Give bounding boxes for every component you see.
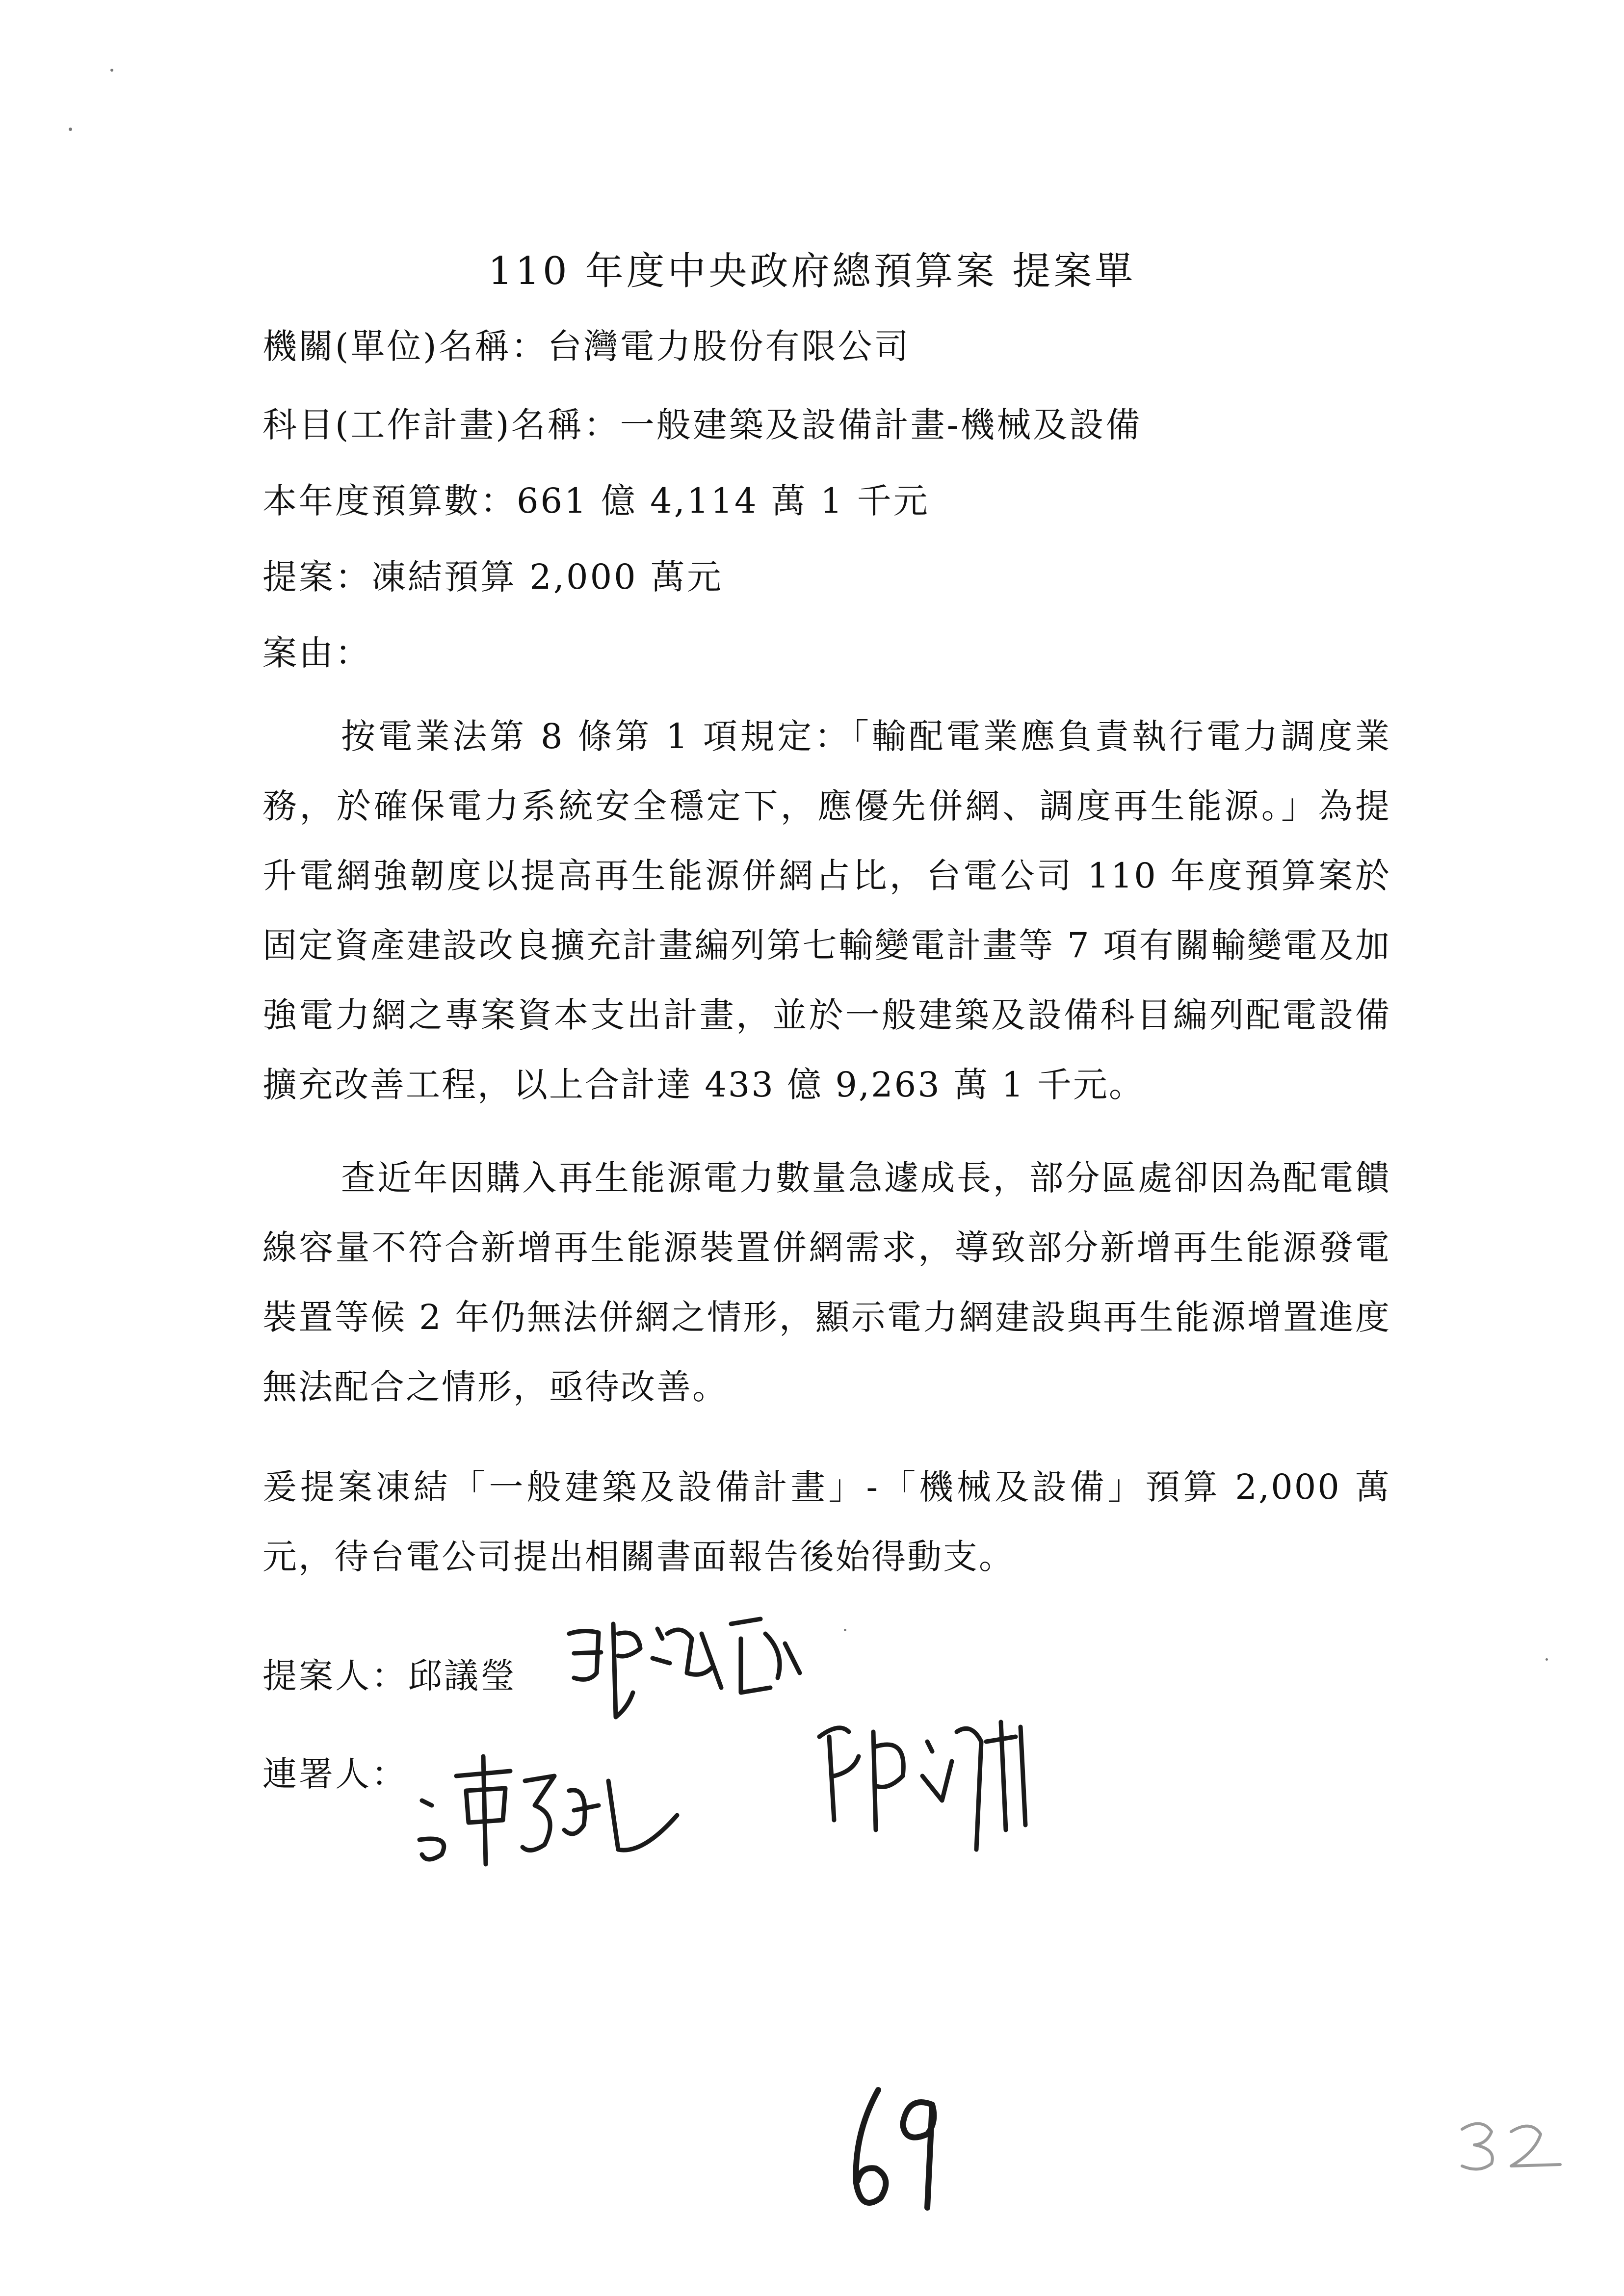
document-title: 110 年度中央政府總預算案 提案單 bbox=[488, 249, 1136, 293]
scan-speck bbox=[110, 69, 113, 72]
handwritten-page-number bbox=[834, 2075, 952, 2222]
scan-speck bbox=[69, 128, 72, 131]
subject-field: 科目(工作計畫)名稱：一般建築及設備計畫-機械及設備 bbox=[262, 405, 1142, 445]
reason-label: 案由： bbox=[262, 633, 371, 673]
scan-speck bbox=[1545, 1658, 1548, 1661]
proposal-field: 提案：凍結預算 2,000 萬元 bbox=[262, 557, 723, 597]
cosigners-label: 連署人： bbox=[262, 1754, 408, 1794]
paragraph-proposal: 爰提案凍結「一般建築及設備計畫」-「機械及設備」預算 2,000 萬元，待台電公司提出相關書面報告後始得動支。 bbox=[262, 1467, 1391, 1577]
handwritten-corner-number bbox=[1452, 2110, 1570, 2178]
paragraph-findings: 查近年因購入再生能源電力數量急遽成長，部分區處卻因為配電饋線容量不符合新增再生能源裝置併網需求，導致部分新增再生能源發電裝置等候 2 年仍無法併網之情形，顯示電力網建設與再生能源增置進度無法配合之情形，亟待改善。 bbox=[262, 1158, 1391, 1407]
cosigner-signature-2 bbox=[810, 1702, 1065, 1864]
cosigner-signature-1 bbox=[412, 1742, 687, 1879]
proposer-signature bbox=[554, 1604, 810, 1742]
paragraph-legal-basis: 按電業法第 8 條第 1 項規定：「輸配電業應負責執行電力調度業務，於確保電力系統安全穩定下，應優先併網、調度再生能源。」為提升電網強韌度以提高再生能源併網占比，台電公司 110 年度預算案於固定資產建設改良擴充計畫編列第七輸變電計畫等 7 項有關輸變電及加強電力網之專案資本支出計畫，並於一般建築及設備科目編列配電設備擴充改善工程，以上合計達 433 億 9,263 萬 1 千元。 bbox=[262, 716, 1391, 1105]
agency-field: 機關(單位)名稱：台灣電力股份有限公司 bbox=[262, 326, 911, 366]
scan-speck bbox=[844, 1629, 846, 1631]
budget-field: 本年度預算數：661 億 4,114 萬 1 千元 bbox=[262, 481, 930, 521]
proposer-line: 提案人：邱議瑩 bbox=[262, 1656, 517, 1696]
